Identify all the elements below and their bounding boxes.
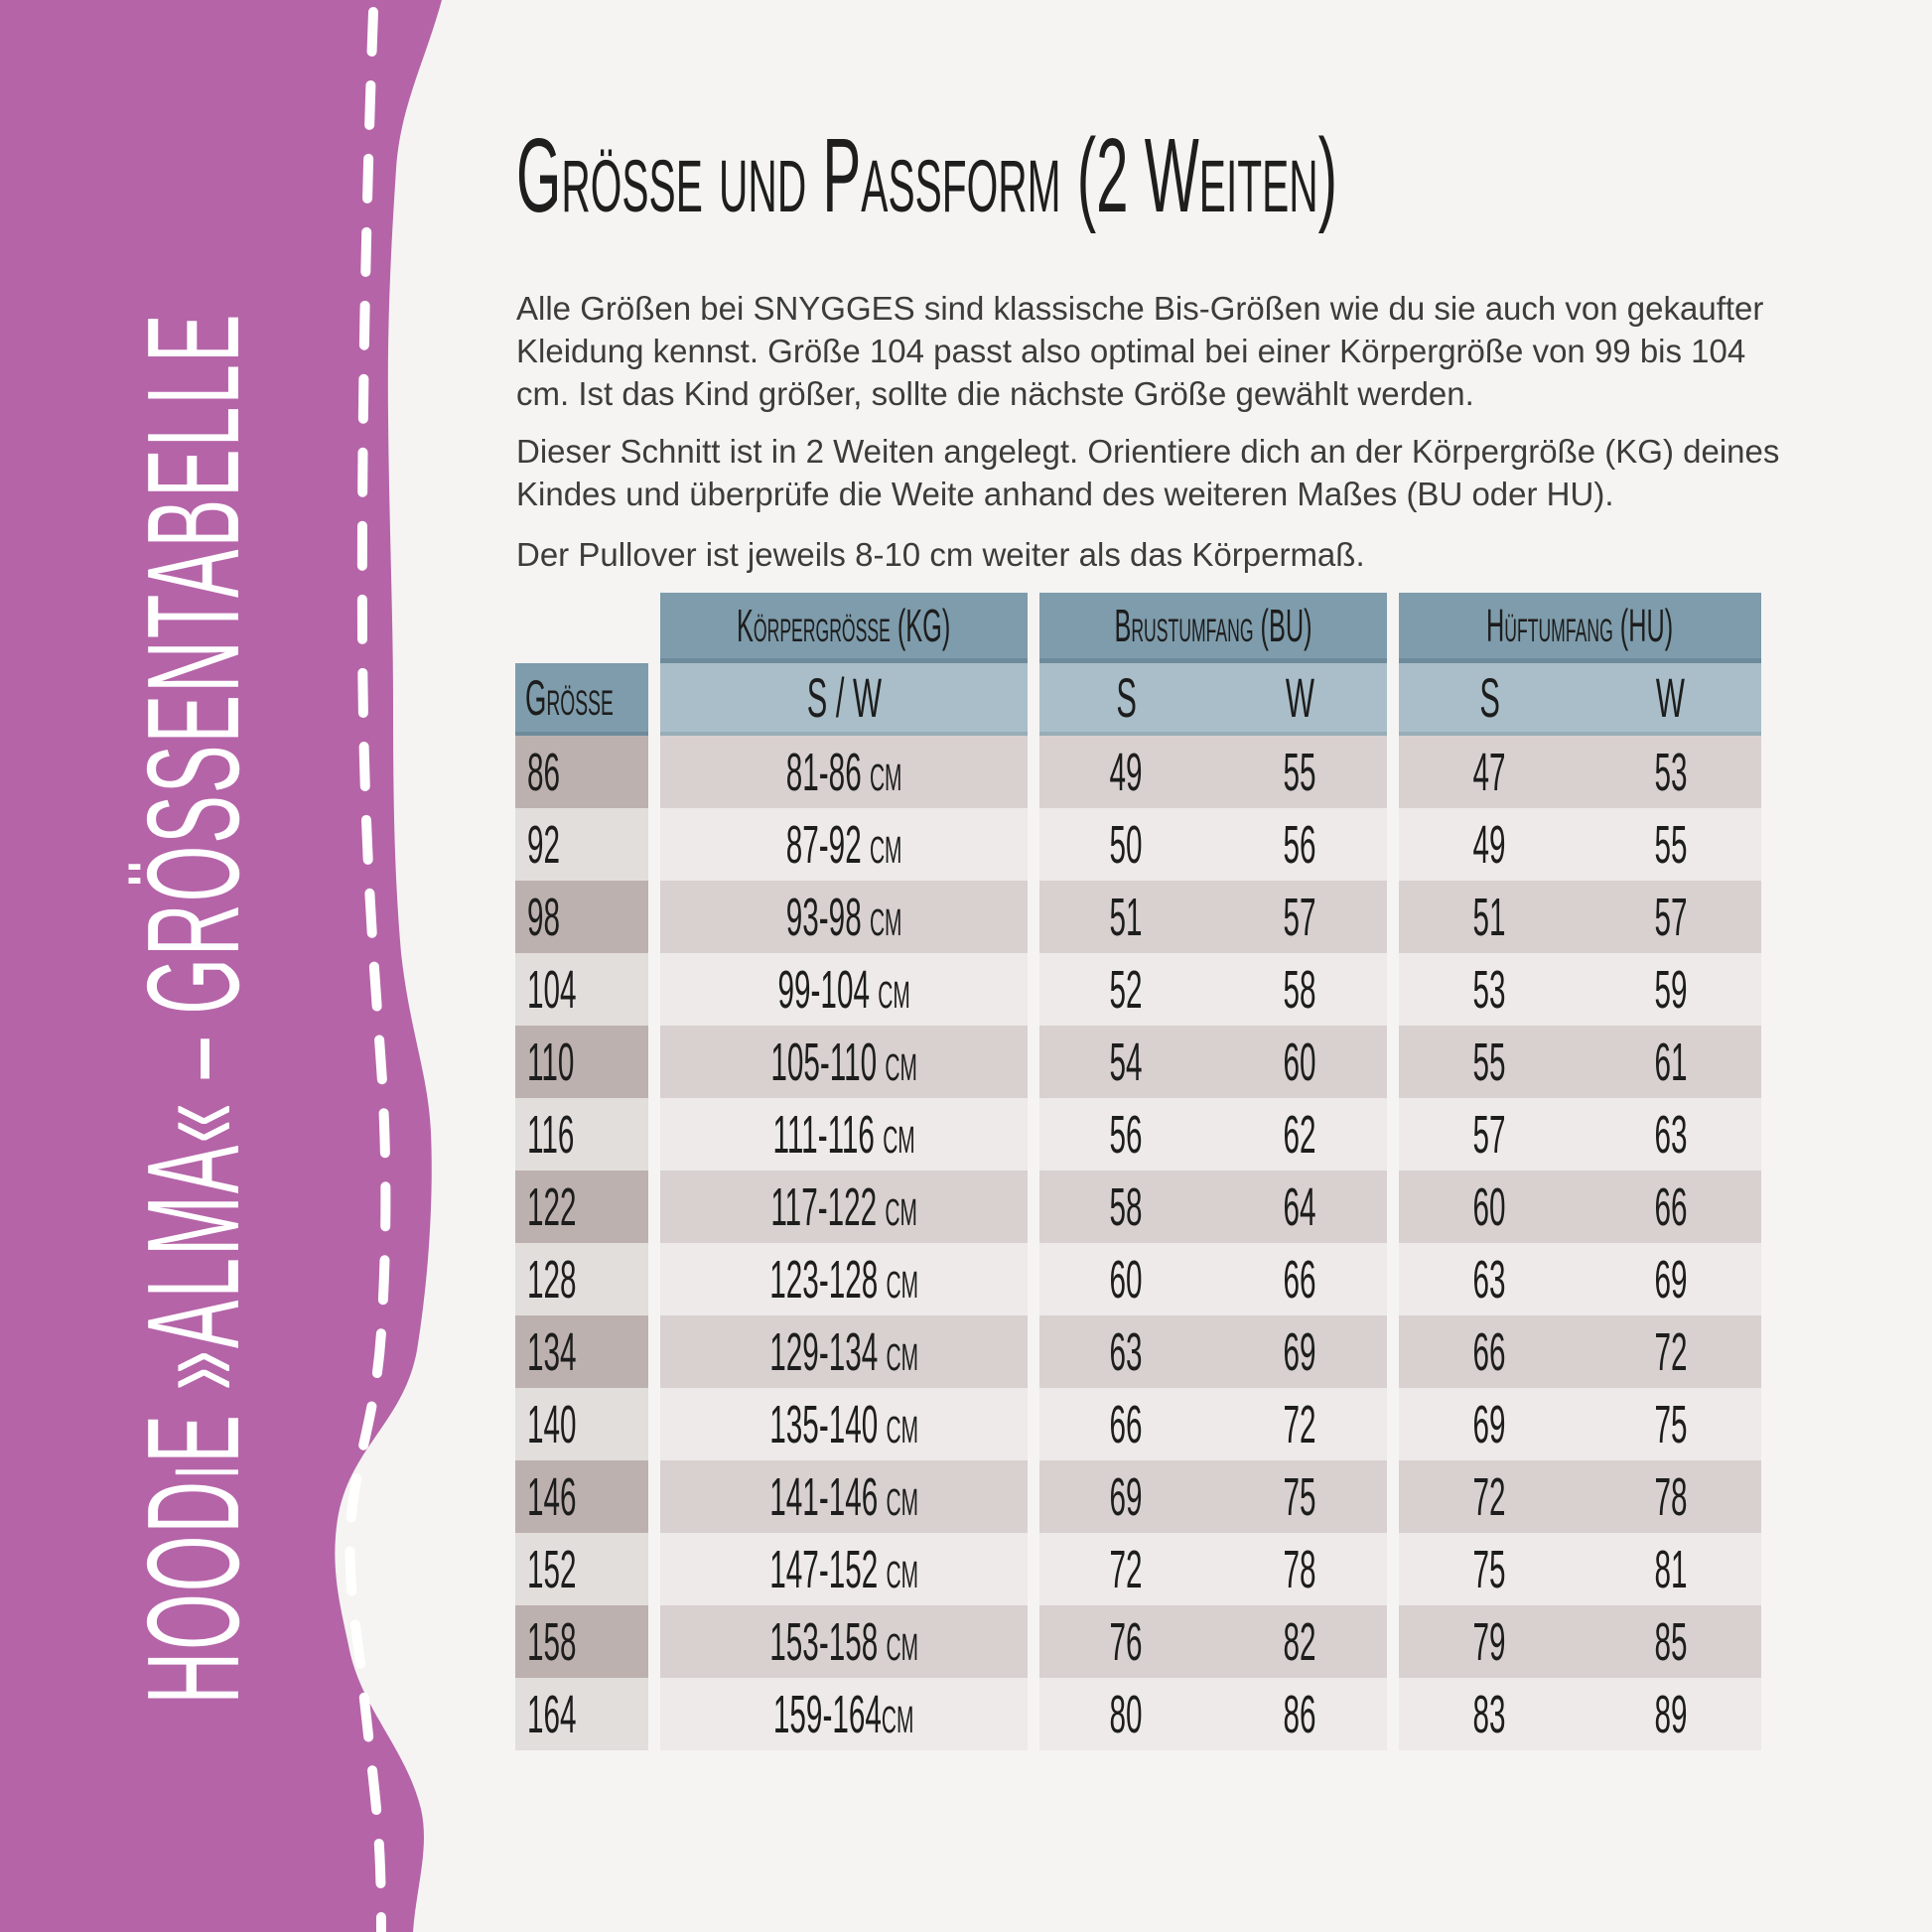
- table-cell-value: 86: [527, 742, 561, 802]
- table-cell-value: 123-128 cm: [769, 1249, 918, 1310]
- table-cell-value: 75: [1283, 1466, 1317, 1527]
- hu-subheader-row: [1399, 663, 1761, 736]
- table-row: [515, 1460, 648, 1533]
- table-cell-value: 86: [1283, 1684, 1317, 1744]
- table-cell-value: 116: [527, 1104, 575, 1165]
- table-cell-value: 85: [1654, 1611, 1688, 1672]
- table-cell-size: [515, 1678, 648, 1750]
- table-cell-value: 47: [1472, 742, 1506, 802]
- table-cell-value: 54: [1109, 1032, 1144, 1092]
- table-cell-value: 117-122 cm: [770, 1176, 917, 1237]
- table-cell-value: 89: [1654, 1684, 1688, 1744]
- intro-paragraph-sizes: Alle Größen bei SNYGGES sind klassische Bis-Größen wie du sie auch von gekaufter Kleidung kennst. Größe 104 passt also optimal bei einer Körpergröße von 99 bis 104 cm. Ist das Kind größer, sollte die nächste Größe gewählt werden.: [516, 290, 1764, 412]
- page-title: [516, 111, 1932, 240]
- table-cell-bu_w: [1213, 953, 1387, 1026]
- table-cell-kg: [660, 881, 1028, 953]
- table-row: [1039, 1098, 1387, 1171]
- table-cell-hu_s: [1399, 1171, 1581, 1243]
- table-cell-bu_s: [1039, 1243, 1213, 1315]
- table-cell-hu_s: [1399, 1678, 1581, 1750]
- bu-subheader-w: [1213, 663, 1387, 736]
- groesse-rows: [515, 736, 648, 1750]
- table-cell-size: [515, 953, 648, 1026]
- kg-group-label: Körpergröße (KG): [737, 600, 951, 651]
- table-cell-size: [515, 1605, 648, 1678]
- table-cell-kg: [660, 1026, 1028, 1098]
- table-row: [660, 1460, 1028, 1533]
- table-cell-value: 128: [527, 1249, 577, 1310]
- groesse-header-cell: [515, 663, 648, 736]
- table-cell-value: 64: [1283, 1176, 1317, 1237]
- table-cell-size: [515, 1243, 648, 1315]
- table-cell-bu_s: [1039, 808, 1213, 881]
- table-row: [515, 1315, 648, 1388]
- table-cell-value: 60: [1472, 1176, 1506, 1237]
- table-cell-value: 80: [1109, 1684, 1144, 1744]
- table-cell-value: 62: [1283, 1104, 1317, 1165]
- bu-subheader-row: [1039, 663, 1387, 736]
- bu-w-label: W: [1285, 665, 1315, 729]
- table-row: [515, 1678, 648, 1750]
- table-cell-hu_s: [1399, 736, 1581, 808]
- table-cell-value: 55: [1472, 1032, 1506, 1092]
- table-cell-value: 79: [1472, 1611, 1506, 1672]
- groesse-header-label: Größe: [525, 669, 614, 726]
- table-row: [515, 736, 648, 808]
- table-cell-value: 78: [1283, 1539, 1317, 1599]
- table-row: [1399, 881, 1761, 953]
- table-cell-value: 153-158 cm: [769, 1611, 918, 1672]
- table-row: [660, 1605, 1028, 1678]
- table-cell-value: 141-146 cm: [769, 1466, 918, 1527]
- table-row: [1039, 1388, 1387, 1460]
- table-row: [515, 1605, 648, 1678]
- table-row: [660, 1098, 1028, 1171]
- table-row: [660, 1026, 1028, 1098]
- table-row: [1039, 1026, 1387, 1098]
- table-cell-bu_w: [1213, 1605, 1387, 1678]
- table-cell-hu_s: [1399, 1243, 1581, 1315]
- table-row: [1399, 1678, 1761, 1750]
- table-cell-value: 49: [1109, 742, 1144, 802]
- table-cell-bu_w: [1213, 881, 1387, 953]
- table-cell-value: 75: [1654, 1394, 1688, 1454]
- table-cell-value: 110: [527, 1032, 575, 1092]
- table-cell-hu_w: [1581, 1315, 1762, 1388]
- table-cell-value: 60: [1283, 1032, 1317, 1092]
- table-cell-value: 58: [1283, 959, 1317, 1020]
- table-cell-hu_s: [1399, 1460, 1581, 1533]
- size-table-column-groesse: [515, 593, 648, 1750]
- table-row: [1039, 808, 1387, 881]
- table-cell-value: 56: [1283, 814, 1317, 875]
- table-cell-value: 129-134 cm: [769, 1321, 918, 1382]
- table-cell-size: [515, 1460, 648, 1533]
- table-cell-value: 87-92 cm: [785, 814, 902, 875]
- table-cell-kg: [660, 953, 1028, 1026]
- table-cell-value: 81-86 cm: [785, 742, 902, 802]
- table-row: [1039, 1315, 1387, 1388]
- table-cell-value: 66: [1654, 1176, 1688, 1237]
- bu-group-header: [1039, 593, 1387, 663]
- table-cell-hu_s: [1399, 881, 1581, 953]
- table-cell-value: 72: [1109, 1539, 1144, 1599]
- table-row: [515, 1171, 648, 1243]
- table-row: [1039, 1533, 1387, 1605]
- intro-paragraph-widths: Dieser Schnitt ist in 2 Weiten angelegt. Orientiere dich an der Körpergröße (KG) deines Kindes und überprüfe die Weite anhand des weiteren Maßes (BU oder HU).: [516, 433, 1780, 512]
- table-row: [1399, 1605, 1761, 1678]
- sidebar-vertical-title-text: HOODiE »ALMA« – GRÖSSENTABELLE: [120, 311, 266, 1705]
- table-row: [660, 1533, 1028, 1605]
- table-cell-value: 147-152 cm: [769, 1539, 918, 1599]
- table-cell-kg: [660, 1171, 1028, 1243]
- table-row: [1399, 1098, 1761, 1171]
- table-cell-value: 57: [1472, 1104, 1506, 1165]
- table-cell-size: [515, 1026, 648, 1098]
- hu-group-label: Hüftumfang (HU): [1486, 600, 1674, 651]
- table-row: [1039, 1605, 1387, 1678]
- table-cell-value: 53: [1472, 959, 1506, 1020]
- table-row: [1399, 1388, 1761, 1460]
- table-cell-value: 140: [527, 1394, 577, 1454]
- table-cell-size: [515, 1533, 648, 1605]
- table-row: [515, 953, 648, 1026]
- table-row: [1039, 736, 1387, 808]
- bu-rows: [1039, 736, 1387, 1750]
- table-cell-value: 53: [1654, 742, 1688, 802]
- table-cell-value: 55: [1283, 742, 1317, 802]
- table-row: [1399, 1026, 1761, 1098]
- table-row: [515, 808, 648, 881]
- table-cell-bu_s: [1039, 1533, 1213, 1605]
- table-cell-value: 93-98 cm: [785, 887, 902, 947]
- table-cell-value: 72: [1283, 1394, 1317, 1454]
- table-cell-value: 72: [1472, 1466, 1506, 1527]
- table-cell-value: 55: [1654, 814, 1688, 875]
- table-cell-value: 49: [1472, 814, 1506, 875]
- table-cell-kg: [660, 1388, 1028, 1460]
- table-cell-hu_s: [1399, 1533, 1581, 1605]
- table-cell-value: 51: [1472, 887, 1506, 947]
- table-cell-bu_w: [1213, 1388, 1387, 1460]
- table-cell-value: 69: [1283, 1321, 1317, 1382]
- table-row: [1039, 1243, 1387, 1315]
- table-cell-value: 105-110 cm: [770, 1032, 917, 1092]
- table-cell-hu_s: [1399, 1605, 1581, 1678]
- size-table: [515, 593, 1761, 1750]
- table-cell-value: 66: [1283, 1249, 1317, 1310]
- table-row: [660, 1171, 1028, 1243]
- table-cell-bu_s: [1039, 1605, 1213, 1678]
- table-cell-hu_s: [1399, 1098, 1581, 1171]
- table-row: [1399, 1243, 1761, 1315]
- table-cell-hu_w: [1581, 1533, 1762, 1605]
- table-cell-kg: [660, 1533, 1028, 1605]
- table-cell-kg: [660, 1460, 1028, 1533]
- table-cell-value: 158: [527, 1611, 577, 1672]
- table-row: [1399, 808, 1761, 881]
- table-cell-value: 99-104 cm: [777, 959, 910, 1020]
- table-row: [1399, 1171, 1761, 1243]
- table-cell-hu_s: [1399, 1388, 1581, 1460]
- table-cell-value: 52: [1109, 959, 1144, 1020]
- table-cell-value: 58: [1109, 1176, 1144, 1237]
- table-cell-value: 57: [1283, 887, 1317, 947]
- size-table-column-hu: [1399, 593, 1761, 1750]
- table-cell-size: [515, 881, 648, 953]
- table-row: [1399, 736, 1761, 808]
- table-cell-bu_s: [1039, 736, 1213, 808]
- table-row: [660, 881, 1028, 953]
- table-cell-value: 56: [1109, 1104, 1144, 1165]
- table-cell-value: 51: [1109, 887, 1144, 947]
- table-cell-kg: [660, 1605, 1028, 1678]
- table-cell-value: 50: [1109, 814, 1144, 875]
- table-row: [660, 808, 1028, 881]
- table-row: [660, 736, 1028, 808]
- table-cell-hu_w: [1581, 808, 1762, 881]
- hu-group-header: [1399, 593, 1761, 663]
- table-cell-value: 135-140 cm: [769, 1394, 918, 1454]
- table-cell-bu_s: [1039, 1098, 1213, 1171]
- table-row: [515, 1243, 648, 1315]
- table-cell-hu_w: [1581, 1460, 1762, 1533]
- table-cell-bu_s: [1039, 1460, 1213, 1533]
- table-cell-kg: [660, 736, 1028, 808]
- table-cell-bu_s: [1039, 1678, 1213, 1750]
- table-cell-value: 60: [1109, 1249, 1144, 1310]
- table-row: [660, 1388, 1028, 1460]
- table-cell-size: [515, 736, 648, 808]
- table-cell-value: 134: [527, 1321, 577, 1382]
- table-cell-hu_w: [1581, 1605, 1762, 1678]
- bu-s-label: S: [1116, 665, 1137, 729]
- hu-subheader-w: [1581, 663, 1762, 736]
- table-cell-hu_s: [1399, 1026, 1581, 1098]
- table-cell-bu_s: [1039, 1315, 1213, 1388]
- table-row: [1399, 1315, 1761, 1388]
- table-cell-bu_w: [1213, 1533, 1387, 1605]
- table-cell-value: 92: [527, 814, 561, 875]
- hu-rows: [1399, 736, 1761, 1750]
- table-cell-kg: [660, 1678, 1028, 1750]
- table-cell-bu_w: [1213, 1171, 1387, 1243]
- kg-rows: [660, 736, 1028, 1750]
- table-row: [1399, 1460, 1761, 1533]
- table-cell-value: 76: [1109, 1611, 1144, 1672]
- table-cell-value: 104: [527, 959, 577, 1020]
- table-cell-value: 61: [1654, 1032, 1688, 1092]
- table-cell-kg: [660, 1098, 1028, 1171]
- table-cell-size: [515, 1098, 648, 1171]
- table-cell-value: 66: [1472, 1321, 1506, 1382]
- table-cell-kg: [660, 1315, 1028, 1388]
- bu-subheader-s: [1039, 663, 1213, 736]
- kg-subheader-label: S / W: [806, 665, 882, 729]
- table-cell-hu_w: [1581, 1026, 1762, 1098]
- table-row: [660, 1315, 1028, 1388]
- table-cell-size: [515, 808, 648, 881]
- table-row: [1039, 881, 1387, 953]
- table-cell-value: 57: [1654, 887, 1688, 947]
- table-row: [515, 1026, 648, 1098]
- table-cell-value: 69: [1472, 1394, 1506, 1454]
- table-cell-bu_w: [1213, 1460, 1387, 1533]
- table-cell-bu_w: [1213, 736, 1387, 808]
- table-cell-value: 69: [1654, 1249, 1688, 1310]
- page-title-text: Größe und Passform (2 Weiten): [516, 117, 1338, 234]
- table-row: [1039, 1678, 1387, 1750]
- table-cell-bu_w: [1213, 1315, 1387, 1388]
- table-cell-kg: [660, 808, 1028, 881]
- table-cell-bu_w: [1213, 1098, 1387, 1171]
- table-cell-bu_s: [1039, 1026, 1213, 1098]
- table-cell-value: 63: [1654, 1104, 1688, 1165]
- table-cell-hu_s: [1399, 808, 1581, 881]
- table-cell-hu_w: [1581, 736, 1762, 808]
- table-cell-value: 122: [527, 1176, 577, 1237]
- table-cell-value: 69: [1109, 1466, 1144, 1527]
- table-cell-value: 111-116 cm: [772, 1104, 915, 1165]
- table-cell-hu_w: [1581, 1171, 1762, 1243]
- table-cell-kg: [660, 1243, 1028, 1315]
- table-cell-value: 59: [1654, 959, 1688, 1020]
- table-row: [1039, 1171, 1387, 1243]
- kg-group-header: [660, 593, 1028, 663]
- table-cell-bu_w: [1213, 1243, 1387, 1315]
- table-cell-value: 164: [527, 1684, 577, 1744]
- table-cell-value: 66: [1109, 1394, 1144, 1454]
- table-cell-bu_s: [1039, 953, 1213, 1026]
- table-cell-size: [515, 1171, 648, 1243]
- table-cell-value: 81: [1654, 1539, 1688, 1599]
- table-cell-value: 72: [1654, 1321, 1688, 1382]
- table-row: [660, 1243, 1028, 1315]
- table-cell-bu_w: [1213, 808, 1387, 881]
- table-row: [1039, 953, 1387, 1026]
- hu-s-label: S: [1478, 665, 1500, 729]
- bu-group-label: Brustumfang (BU): [1114, 600, 1312, 651]
- table-cell-value: 82: [1283, 1611, 1317, 1672]
- table-cell-value: 152: [527, 1539, 577, 1599]
- table-cell-value: 159-164cm: [773, 1684, 914, 1744]
- table-row: [515, 881, 648, 953]
- table-cell-value: 83: [1472, 1684, 1506, 1744]
- table-cell-value: 63: [1109, 1321, 1144, 1382]
- table-cell-value: 98: [527, 887, 561, 947]
- table-row: [660, 953, 1028, 1026]
- table-row: [660, 1678, 1028, 1750]
- table-cell-value: 146: [527, 1466, 577, 1527]
- table-cell-hu_w: [1581, 1098, 1762, 1171]
- table-cell-hu_s: [1399, 953, 1581, 1026]
- table-row: [1399, 1533, 1761, 1605]
- table-cell-value: 63: [1472, 1249, 1506, 1310]
- size-table-column-kg: [660, 593, 1028, 1750]
- table-row: [1399, 953, 1761, 1026]
- table-cell-size: [515, 1388, 648, 1460]
- table-cell-bu_w: [1213, 1678, 1387, 1750]
- table-row: [515, 1098, 648, 1171]
- table-cell-hu_w: [1581, 1678, 1762, 1750]
- size-table-column-bu: [1039, 593, 1387, 1750]
- intro-paragraph-ease: Der Pullover ist jeweils 8-10 cm weiter als das Körpermaß.: [516, 536, 1365, 573]
- table-cell-bu_s: [1039, 1171, 1213, 1243]
- table-cell-value: 75: [1472, 1539, 1506, 1599]
- hu-w-label: W: [1656, 665, 1686, 729]
- table-row: [515, 1533, 648, 1605]
- table-cell-hu_w: [1581, 953, 1762, 1026]
- table-cell-hu_w: [1581, 881, 1762, 953]
- hu-subheader-s: [1399, 663, 1581, 736]
- table-cell-value: 78: [1654, 1466, 1688, 1527]
- table-cell-hu_w: [1581, 1388, 1762, 1460]
- table-cell-bu_s: [1039, 881, 1213, 953]
- kg-subheader: [660, 663, 1028, 736]
- table-cell-size: [515, 1315, 648, 1388]
- table-row: [515, 1388, 648, 1460]
- table-cell-hu_w: [1581, 1243, 1762, 1315]
- sidebar-band: [0, 0, 467, 1932]
- table-cell-hu_s: [1399, 1315, 1581, 1388]
- table-cell-bu_s: [1039, 1388, 1213, 1460]
- table-cell-bu_w: [1213, 1026, 1387, 1098]
- table-row: [1039, 1460, 1387, 1533]
